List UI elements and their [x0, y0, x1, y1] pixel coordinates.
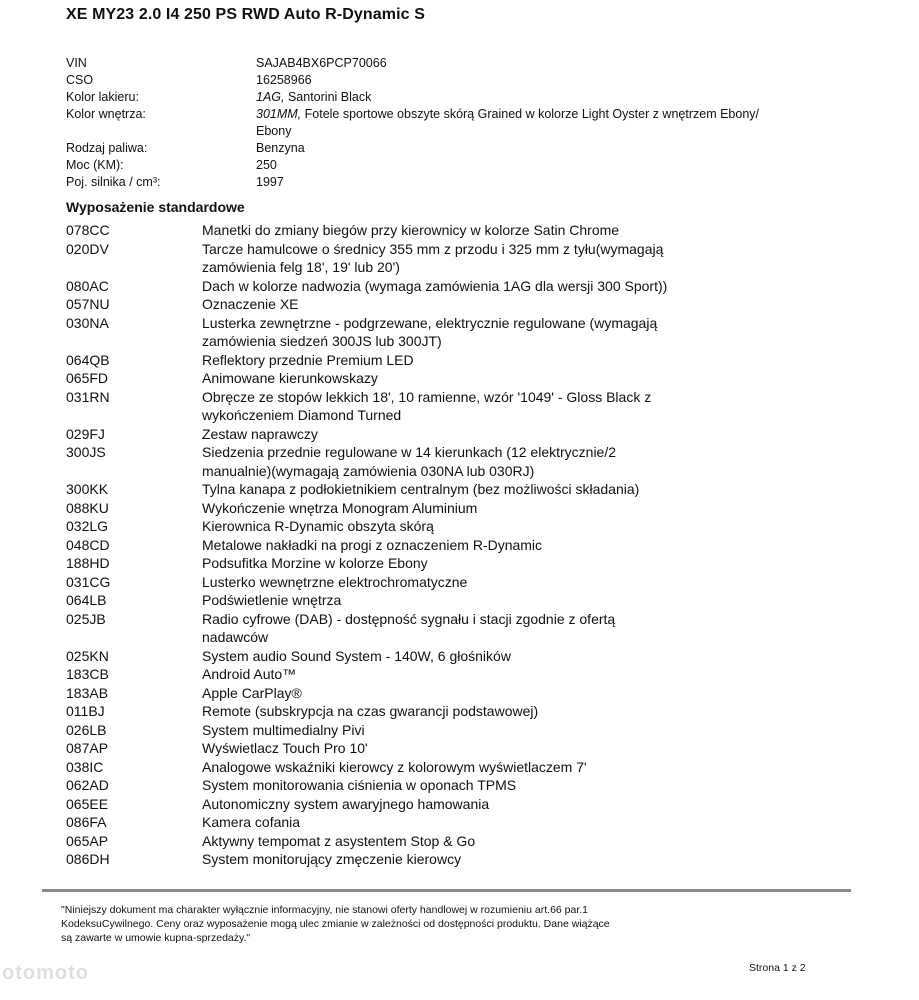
equipment-list: [66, 221, 706, 869]
equipment-row: [66, 647, 706, 666]
equipment-row: [66, 665, 706, 684]
equipment-description: Wykończenie wnętrza Monogram Aluminium: [202, 499, 478, 516]
interior-name: Fotele sportowe obszyte skórą Grained w kolorze Light Oyster z wnętrzem Ebony/: [301, 107, 759, 121]
equipment-row: [66, 425, 706, 444]
spec-row-paint: [66, 89, 826, 106]
equipment-description: Aktywny tempomat z asystentem Stop & Go: [202, 832, 476, 849]
equipment-row: [66, 480, 706, 499]
equipment-description: zamówienia felg 18', 19' lub 20'): [202, 259, 400, 275]
equipment-row: [66, 499, 706, 518]
equipment-code: 029FJ: [66, 425, 105, 442]
equipment-description: Manetki do zmiany biegów przy kierownicy w kolorze Satin Chrome: [202, 222, 620, 238]
equipment-row: [66, 776, 706, 795]
spec-row-interior: [66, 106, 826, 123]
equipment-code: 030NA: [66, 314, 109, 331]
spec-label: Moc (KM):: [66, 158, 124, 172]
watermark-logo: otomoto: [2, 962, 89, 984]
equipment-row: [66, 758, 706, 777]
equipment-row: [66, 406, 706, 425]
equipment-code: 086DH: [66, 851, 110, 867]
equipment-row: [66, 443, 706, 462]
equipment-code: 025KN: [66, 647, 109, 664]
equipment-code: [66, 406, 202, 425]
equipment-description: Zestaw naprawczy: [202, 425, 318, 442]
equipment-description: System audio Sound System - 140W, 6 głośników: [202, 647, 511, 664]
equipment-description: Tarcze hamulcowe o średnicy 355 mm z przodu i 325 mm z tyłu(wymagają: [202, 240, 664, 257]
equipment-code: [66, 332, 202, 351]
equipment-row: [66, 295, 706, 314]
equipment-row: [66, 277, 706, 296]
equipment-row: [66, 369, 706, 388]
equipment-row: [66, 721, 706, 740]
equipment-code: 086FA: [66, 814, 107, 830]
spec-label: Kolor lakieru:: [66, 90, 139, 104]
equipment-row: [66, 850, 706, 869]
equipment-description: wykończeniem Diamond Turned: [202, 407, 402, 423]
spec-label: Rodzaj paliwa:: [66, 141, 148, 155]
spec-row-engine: [66, 174, 826, 191]
equipment-description: Animowane kierunkowskazy: [202, 370, 378, 386]
spec-label: Kolor wnętrza:: [66, 107, 146, 121]
equipment-row: [66, 240, 706, 259]
spec-value: [256, 89, 826, 106]
equipment-description: Remote (subskrypcja na czas gwarancji podstawowej): [202, 703, 539, 719]
equipment-code: 087AP: [66, 740, 109, 756]
equipment-description: zamówienia siedzeń 300JS lub 300JT): [202, 333, 442, 349]
equipment-row: [66, 684, 706, 703]
equipment-code: 183AB: [66, 684, 109, 701]
spec-label-empty: [66, 123, 256, 140]
equipment-description: Wyświetlacz Touch Pro 10': [202, 740, 368, 756]
equipment-code: [66, 258, 202, 277]
spec-value: Benzyna: [256, 141, 305, 155]
equipment-description: nadawców: [202, 629, 269, 645]
equipment-description: Obręcze ze stopów lekkich 18', 10 ramienne, wzór '1049' - Gloss Black z: [202, 388, 652, 405]
spec-label: VIN: [66, 56, 87, 70]
equipment-description: System monitorujący zmęczenie kierowcy: [202, 851, 462, 867]
equipment-code: 038IC: [66, 758, 104, 775]
equipment-code: 065FD: [66, 370, 109, 386]
equipment-row: [66, 332, 706, 351]
equipment-code: 048CD: [66, 536, 110, 553]
equipment-row: [66, 221, 706, 240]
spec-value: SAJAB4BX6PCP70066: [256, 56, 387, 70]
equipment-code: [66, 462, 202, 481]
document-title: XE MY23 2.0 I4 250 PS RWD Auto R-Dynamic S: [66, 6, 425, 23]
equipment-code: 031RN: [66, 388, 110, 405]
disclaimer-line: KodeksuCywilnego. Ceny oraz wyposażenie mogą ulec zmianie w zależności od dostępności produktu. Dane wiążące: [61, 918, 610, 930]
equipment-code: 064QB: [66, 351, 110, 368]
equipment-row: [66, 591, 706, 610]
equipment-description: Tylna kanapa z podłokietnikiem centralnym (bez możliwości składania): [202, 481, 640, 497]
equipment-description: Metalowe nakładki na progi z oznaczeniem R-Dynamic: [202, 536, 543, 553]
paint-name: Santorini Black: [284, 90, 372, 104]
spec-row-vin: [66, 55, 826, 72]
vehicle-spec-table: [66, 55, 826, 191]
equipment-row: [66, 702, 706, 721]
equipment-row: [66, 832, 706, 851]
equipment-row: [66, 258, 706, 277]
equipment-row: [66, 739, 706, 758]
equipment-description: System monitorowania ciśnienia w oponach TPMS: [202, 777, 517, 793]
equipment-row: [66, 314, 706, 333]
equipment-code: 080AC: [66, 277, 109, 294]
paint-code: 1AG,: [256, 90, 285, 104]
section-heading: Wyposażenie standardowe: [66, 199, 245, 215]
equipment-description: Android Auto™: [202, 666, 297, 682]
equipment-row: [66, 462, 706, 481]
equipment-description: Reflektory przednie Premium LED: [202, 351, 414, 368]
spec-label: Poj. silnika / cm³:: [66, 175, 161, 189]
equipment-row: [66, 554, 706, 573]
equipment-description: Analogowe wskaźniki kierowcy z kolorowym wyświetlaczem 7': [202, 758, 587, 775]
equipment-description: Kamera cofania: [202, 814, 301, 830]
equipment-code: 065AP: [66, 832, 109, 849]
equipment-description: System multimedialny Pivi: [202, 721, 365, 738]
spec-value: 16258966: [256, 73, 312, 87]
equipment-description: Podsufitka Morzine w kolorze Ebony: [202, 555, 428, 571]
spec-row-fuel: [66, 140, 826, 157]
equipment-description: Siedzenia przednie regulowane w 14 kierunkach (12 elektrycznie/2: [202, 444, 617, 460]
equipment-description: Lusterko wewnętrzne elektrochromatyczne: [202, 573, 468, 590]
equipment-row: [66, 610, 706, 629]
equipment-description: Dach w kolorze nadwozia (wymaga zamówienia 1AG dla wersji 300 Sport)): [202, 277, 668, 294]
equipment-row: [66, 351, 706, 370]
interior-code: 301MM,: [256, 107, 302, 121]
equipment-description: Autonomiczny system awaryjnego hamowania: [202, 795, 490, 812]
equipment-code: 078CC: [66, 222, 110, 238]
equipment-code: 011BJ: [66, 703, 105, 719]
equipment-code: 057NU: [66, 296, 110, 312]
equipment-row: [66, 388, 706, 407]
equipment-row: [66, 536, 706, 555]
spec-row-interior-cont: [66, 123, 826, 140]
equipment-description: Podświetlenie wnętrza: [202, 592, 342, 608]
equipment-code: 183CB: [66, 666, 109, 682]
disclaimer: [61, 903, 711, 945]
equipment-description: Lusterka zewnętrzne - podgrzewane, elektrycznie regulowane (wymagają: [202, 314, 658, 331]
spec-value: [256, 106, 826, 123]
spec-value: 250: [256, 158, 277, 172]
equipment-code: 062AD: [66, 777, 109, 793]
equipment-code: 026LB: [66, 721, 107, 738]
disclaimer-line: są zawarte w umowie kupna-sprzedaży.": [61, 932, 251, 944]
spec-label: CSO: [66, 73, 94, 87]
spec-value: 1997: [256, 175, 284, 189]
equipment-code: 031CG: [66, 573, 111, 590]
equipment-code: 300KK: [66, 481, 109, 497]
equipment-code: 025JB: [66, 610, 106, 627]
equipment-code: 188HD: [66, 555, 110, 571]
equipment-code: 064LB: [66, 592, 107, 608]
spec-row-power: [66, 157, 826, 174]
equipment-code: 020DV: [66, 240, 109, 257]
equipment-code: 032LG: [66, 518, 109, 534]
equipment-description: manualnie)(wymagają zamówienia 030NA lub 030RJ): [202, 462, 535, 479]
spec-value: Ebony: [256, 124, 292, 138]
equipment-code: [66, 628, 202, 647]
equipment-row: [66, 517, 706, 536]
spec-row-cso: [66, 72, 826, 89]
equipment-row: [66, 795, 706, 814]
equipment-code: 065EE: [66, 795, 109, 812]
equipment-description: Kierownica R-Dynamic obszyta skórą: [202, 518, 434, 534]
equipment-row: [66, 813, 706, 832]
equipment-row: [66, 628, 706, 647]
equipment-row: [66, 573, 706, 592]
equipment-code: 300JS: [66, 444, 106, 460]
divider: [42, 889, 851, 892]
equipment-description: Apple CarPlay®: [202, 684, 302, 701]
equipment-description: Oznaczenie XE: [202, 296, 299, 312]
disclaimer-line: "Niniejszy dokument ma charakter wyłącznie informacyjny, nie stanowi oferty handlowej w rozumieniu art.66 par.1: [61, 904, 589, 916]
page-number: Strona 1 z 2: [749, 962, 806, 974]
equipment-description: Radio cyfrowe (DAB) - dostępność sygnału i stacji zgodnie z ofertą: [202, 610, 616, 627]
equipment-code: 088KU: [66, 499, 109, 516]
